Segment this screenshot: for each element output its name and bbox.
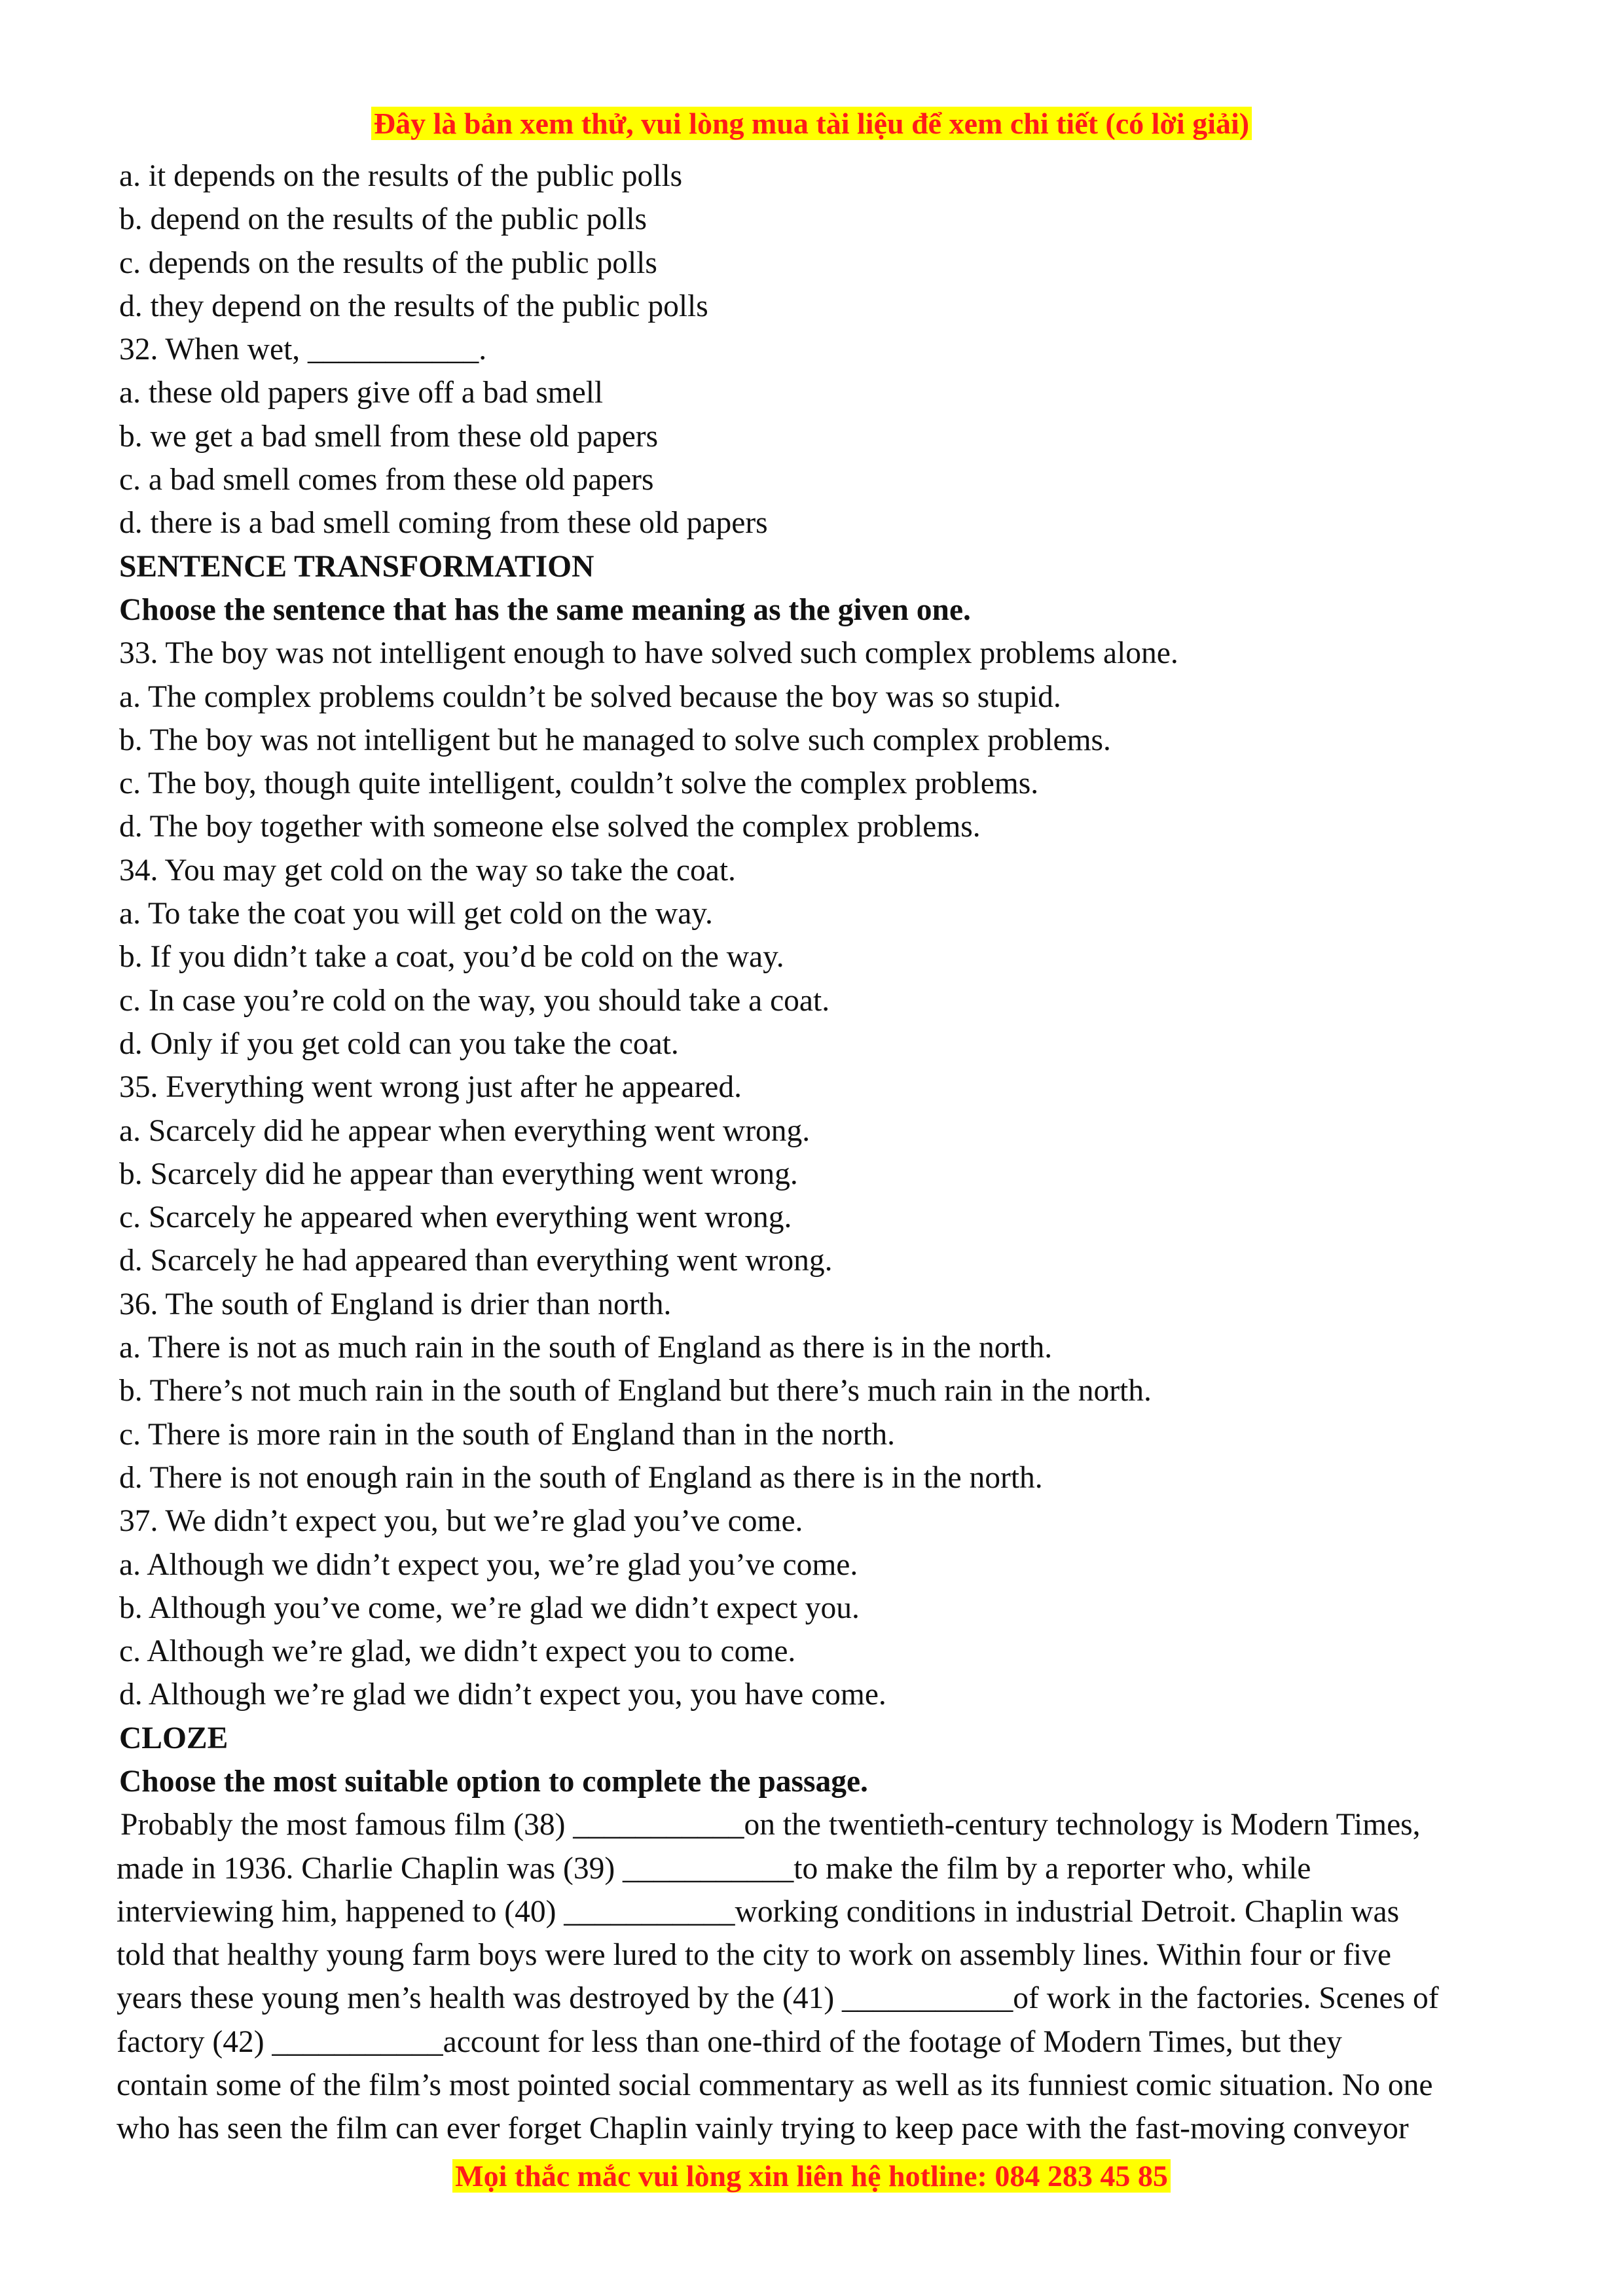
option-a: a. Scarcely did he appear when everything went wrong. [119, 1113, 811, 1148]
option-a: a. these old papers give off a bad smell [119, 376, 604, 410]
option-b: b. we get a bad smell from these old papers [119, 419, 659, 454]
option-c: c. There is more rain in the south of England than in the north. [119, 1417, 896, 1452]
passage-line: who has seen the film can ever forget Chaplin vainly trying to keep pace with the fast-moving conveyor [117, 2111, 1409, 2146]
option-b: b. There’s not much rain in the south of England but there’s much rain in the north. [119, 1374, 1152, 1408]
question-35 [119, 1066, 1527, 1282]
option-b: b. The boy was not intelligent but he managed to solve such complex problems. [119, 723, 1111, 757]
question-37 [119, 1499, 1527, 1716]
preview-notice-text: Đây là bản xem thử, vui lòng mua tài liệu để xem chi tiết (có lời giải) [371, 107, 1252, 140]
option-d: d. There is not enough rain in the south of England as there is in the north. [119, 1460, 1043, 1495]
cloze-passage [119, 1803, 1527, 2150]
question-36 [119, 1283, 1527, 1499]
question-33 [119, 632, 1527, 848]
passage-line: contain some of the film’s most pointed social commentary as well as its funniest comic situation. No one [117, 2068, 1433, 2103]
option-a: a. To take the coat you will get cold on the way. [119, 897, 713, 931]
document-body [119, 154, 1527, 2151]
passage-line: Probably the most famous film (38) ___________on the twentieth-century technology is Modern Times, [120, 1808, 1421, 1842]
option-d: d. Only if you get cold can you take the coat. [119, 1026, 679, 1061]
option-b: b. Although you’ve come, we’re glad we didn’t expect you. [119, 1590, 860, 1625]
option-a: a. Although we didn’t expect you, we’re glad you’ve come. [119, 1547, 858, 1582]
question-31-options [119, 154, 1527, 328]
passage-line: factory (42) ___________account for less than one-third of the footage of Modern Times, but they [117, 2024, 1342, 2059]
option-d: d. Scarcely he had appeared than everything went wrong. [119, 1244, 833, 1278]
question-stem: 34. You may get cold on the way so take the coat. [119, 853, 736, 888]
hotline-notice-banner [0, 2157, 1623, 2195]
passage-line: interviewing him, happened to (40) ___________working conditions in industrial Detroit. Chaplin was [117, 1894, 1400, 1929]
question-32 [119, 328, 1527, 545]
question-stem: 36. The south of England is drier than north. [119, 1287, 672, 1321]
option-c: c. Although we’re glad, we didn’t expect you to come. [119, 1634, 796, 1669]
option-c: c. In case you’re cold on the way, you should take a coat. [119, 983, 830, 1018]
question-34 [119, 849, 1527, 1066]
option-c: c. The boy, though quite intelligent, couldn’t solve the complex problems. [119, 766, 1039, 801]
option-b: b. Scarcely did he appear than everything went wrong. [119, 1157, 798, 1191]
section-instruction-sentence-transformation: Choose the sentence that has the same meaning as the given one. [119, 592, 971, 627]
option-a: a. it depends on the results of the public polls [119, 159, 683, 193]
passage-line: years these young men’s health was destroyed by the (41) ___________of work in the factories. Scenes of [117, 1981, 1439, 2016]
question-stem: 37. We didn’t expect you, but we’re glad you’ve come. [119, 1504, 803, 1539]
option-b: b. depend on the results of the public polls [119, 202, 647, 237]
option-c: c. Scarcely he appeared when everything went wrong. [119, 1200, 792, 1235]
option-a: a. The complex problems couldn’t be solved because the boy was so stupid. [119, 679, 1061, 714]
passage-line: made in 1936. Charlie Chaplin was (39) ___________to make the film by a reporter who, while [117, 1851, 1311, 1886]
option-c: c. a bad smell comes from these old papers [119, 463, 654, 497]
option-d: d. The boy together with someone else solved the complex problems. [119, 810, 981, 844]
option-b: b. If you didn’t take a coat, you’d be cold on the way. [119, 940, 784, 975]
option-d: d. there is a bad smell coming from these old papers [119, 506, 768, 541]
section-title-sentence-transformation: SENTENCE TRANSFORMATION [119, 549, 594, 584]
hotline-notice-text: Mọi thắc mắc vui lòng xin liên hệ hotline: 084 283 45 85 [452, 2159, 1171, 2193]
option-a: a. There is not as much rain in the south of England as there is in the north. [119, 1331, 1053, 1365]
passage-line: told that healthy young farm boys were lured to the city to work on assembly lines. Within four or five [117, 1938, 1391, 1973]
preview-notice-banner [0, 105, 1623, 143]
section-instruction-cloze: Choose the most suitable option to complete the passage. [119, 1764, 868, 1799]
question-stem: 35. Everything went wrong just after he appeared. [119, 1070, 742, 1105]
option-c: c. depends on the results of the public polls [119, 245, 657, 280]
option-d: d. Although we’re glad we didn’t expect you, you have come. [119, 1677, 886, 1712]
option-d: d. they depend on the results of the public polls [119, 289, 708, 323]
question-stem: 32. When wet, ___________. [119, 332, 487, 367]
section-title-cloze: CLOZE [119, 1721, 228, 1755]
question-stem: 33. The boy was not intelligent enough to have solved such complex problems alone. [119, 636, 1178, 671]
